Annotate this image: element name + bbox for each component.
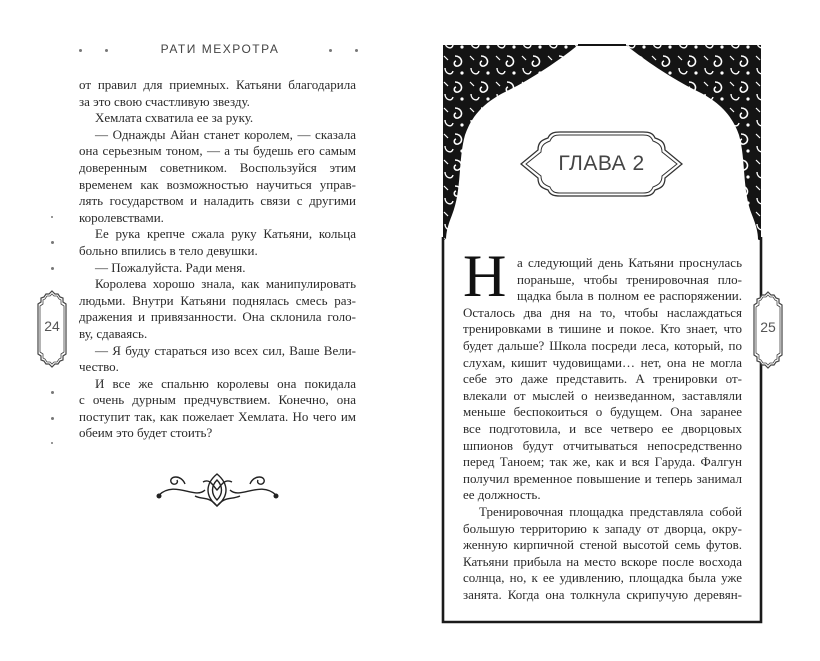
text-line: ее должность. (463, 487, 541, 503)
text-line: за это свою счастливую звезду. (79, 93, 250, 109)
text-line: получил временное повышение и теперь занимал (463, 470, 742, 486)
text-line: занята. Когда она толкнула скрипучую деревян- (463, 586, 742, 602)
drop-cap: Н (463, 243, 507, 309)
running-head: РАТИ МЕХРОТРА (160, 42, 280, 56)
text-line: — Однажды Айан станет королем, — сказала (95, 126, 356, 142)
text-line: королевствами. (79, 209, 164, 225)
text-line: большую территорию к западу от дворца, окру- (463, 520, 742, 536)
text-line: ву, сдаваясь. (79, 325, 148, 341)
text-line: тренировками в тишине и покое. Кто знает, что (463, 321, 742, 337)
chapter-title: ГЛАВА 2 (558, 152, 645, 175)
text-line: щадка была в полном ее распоряжении. (517, 288, 742, 304)
text-line: а следующий день Катьяни проснулась (517, 255, 742, 270)
text-line: лять государством и наладить связи с другими (79, 193, 356, 209)
text-line: людьми. Внутри Катьяни поднялась смесь раз- (79, 292, 356, 308)
text-line: поступит так, как пожелает Хемлата. Но чего им (79, 408, 356, 424)
text-line: женную кирпичной стеной высотой семь футов. (463, 537, 742, 553)
text-line: все подготовила, и все четверо ее дворцовых (463, 420, 742, 436)
text-line: меньше беспокоиться о будущем. Она заранее (463, 404, 742, 420)
text-line: обеим это будет стоить? (79, 425, 213, 441)
text-line: Ее рука крепче сжала руку Катьяни, кольца (95, 226, 356, 242)
text-line: перед Таноем; так же, как и вся Гаруда. Фалгун (463, 454, 742, 470)
text-line: солнца, но, к ее удивлению, площадка была уже (463, 570, 742, 586)
text-line: И все же спальню королевы она покидала (95, 375, 356, 391)
text-line: с очень дурным предчувствием. Конечно, она (79, 392, 356, 408)
text-line: — Я буду стараться изо всех сил, Ваше Вели- (95, 342, 356, 358)
page-number: 25 (760, 319, 776, 335)
text-line: Осталось два дня на то, чтобы наслаждаться (463, 304, 742, 320)
text-line: временем как возможностью научиться управ- (79, 176, 356, 192)
text-line: — Пожалуйста. Ради меня. (95, 259, 246, 275)
right-body-text (463, 255, 742, 603)
text-line: дражения и привязанности. Она склонила голо- (79, 309, 356, 325)
text-line: шпионов будут отчитываться непосредственно (463, 437, 742, 453)
chapter-title-plaque (520, 130, 683, 198)
page-number-badge (752, 291, 784, 369)
text-line: себе это даже представить. А тренировки от- (463, 371, 742, 387)
page-number: 24 (44, 318, 60, 334)
text-line: Тренировочная площадка представляла собой (479, 503, 742, 519)
text-line: чество. (79, 359, 119, 375)
text-line: влекали от мыслей о неизведанном, заставляли (463, 387, 742, 403)
text-line: Хемлата схватила ее за руку. (95, 110, 254, 126)
text-line: от правил для приемных. Катьяни благодарила (79, 77, 356, 92)
text-line: больно впились в тело девушки. (79, 242, 258, 258)
text-line: пораньше, чтобы тренировочная пло- (517, 271, 742, 287)
text-line: Королева хорошо знала, как манипулировать (95, 276, 356, 292)
text-line: Катьяни прибыла на место вскоре после восхода (463, 553, 742, 569)
text-line: она серьезным тоном, — а ты будешь его самым (79, 143, 356, 159)
text-line: будет дальше? Школа посреди леса, который, по (463, 337, 742, 353)
text-line: слухам, кишит чудовищами… нет, она не могла (463, 354, 742, 370)
text-line: доверенным советником. Воспользуйся этим (79, 159, 356, 175)
